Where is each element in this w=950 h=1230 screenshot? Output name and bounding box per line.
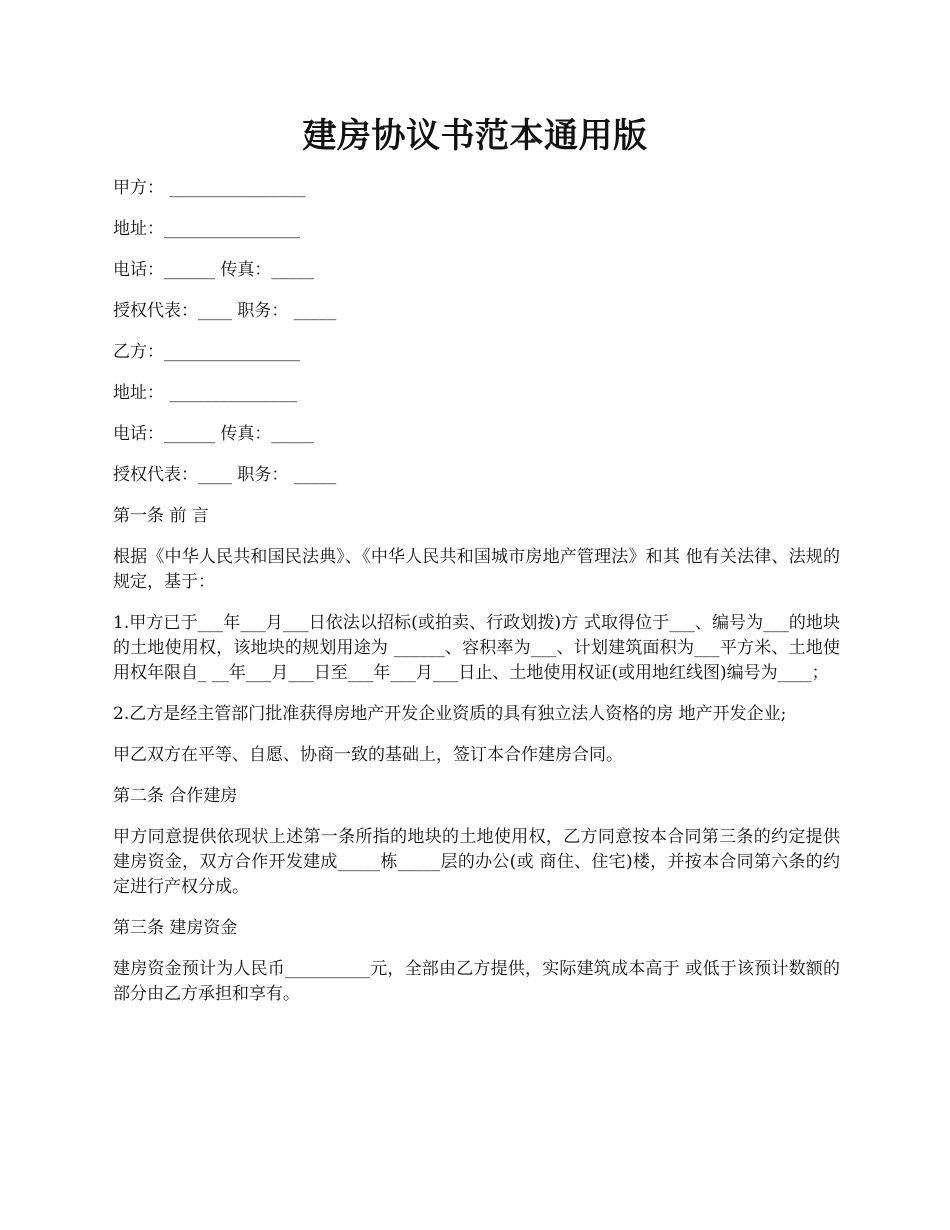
article-1-heading: 第一条 前 言 [113, 506, 209, 526]
article-3-heading: 第三条 建房资金 [113, 918, 238, 938]
article-3-paragraph: 建房资金预计为人民币__________元，全部由乙方提供，实际建筑成本高于 或低于该预计数额的部分由乙方承担和享有。 [113, 959, 840, 1004]
party-b-address-line: 地址： _______________ [113, 383, 297, 403]
party-b-representative-line: 授权代表：____ 职务： _____ [113, 465, 337, 485]
party-b-phone-fax-line: 电话：______ 传真：_____ [113, 424, 314, 444]
article-2-heading: 第二条 合作建房 [113, 786, 238, 806]
document-body [113, 176, 840, 1023]
party-a-phone-fax-line: 电话：______ 传真：_____ [113, 260, 314, 280]
article-1-agreement-paragraph: 甲乙双方在平等、自愿、协商一致的基础上，签订本合作建房合同。 [113, 745, 623, 765]
party-a-representative-line: 授权代表：____ 职务： _____ [113, 301, 337, 321]
document-title: 建房协议书范本通用版 [302, 116, 648, 156]
party-a-line: 甲方： ________________ [113, 178, 306, 198]
party-b-line: 乙方：________________ [113, 342, 300, 362]
article-1-basis-paragraph: 根据《中华人民共和国民法典》、《中华人民共和国城市房地产管理法》和其 他有关法律、法规的规定，基于： [113, 547, 840, 592]
party-a-address-line: 地址：________________ [113, 219, 300, 239]
article-1-item-1-paragraph: 1.甲方已于___年___月___日依法以招标(或拍卖、行政划拨)方 式取得位于___、编号为___的地块的土地使用权，该地块的规划用途为 ______、容积率为___、计划建筑面积为___平方米、土地使用权年限自_ __年___月___日至___年___月___日止、土地使用权证(或用地红线图)编号为____； [113, 613, 840, 683]
article-1-item-2-paragraph: 2.乙方是经主管部门批准获得房地产开发企业资质的具有独立法人资格的房 地产开发企业; [113, 704, 787, 724]
article-2-paragraph: 甲方同意提供依现状上述第一条所指的地块的土地使用权，乙方同意按本合同第三条的约定提供建房资金，双方合作开发建成_____栋_____层的办公(或 商住、住宅)楼，并按本合同第六条的约定进行产权分成。 [113, 827, 840, 897]
